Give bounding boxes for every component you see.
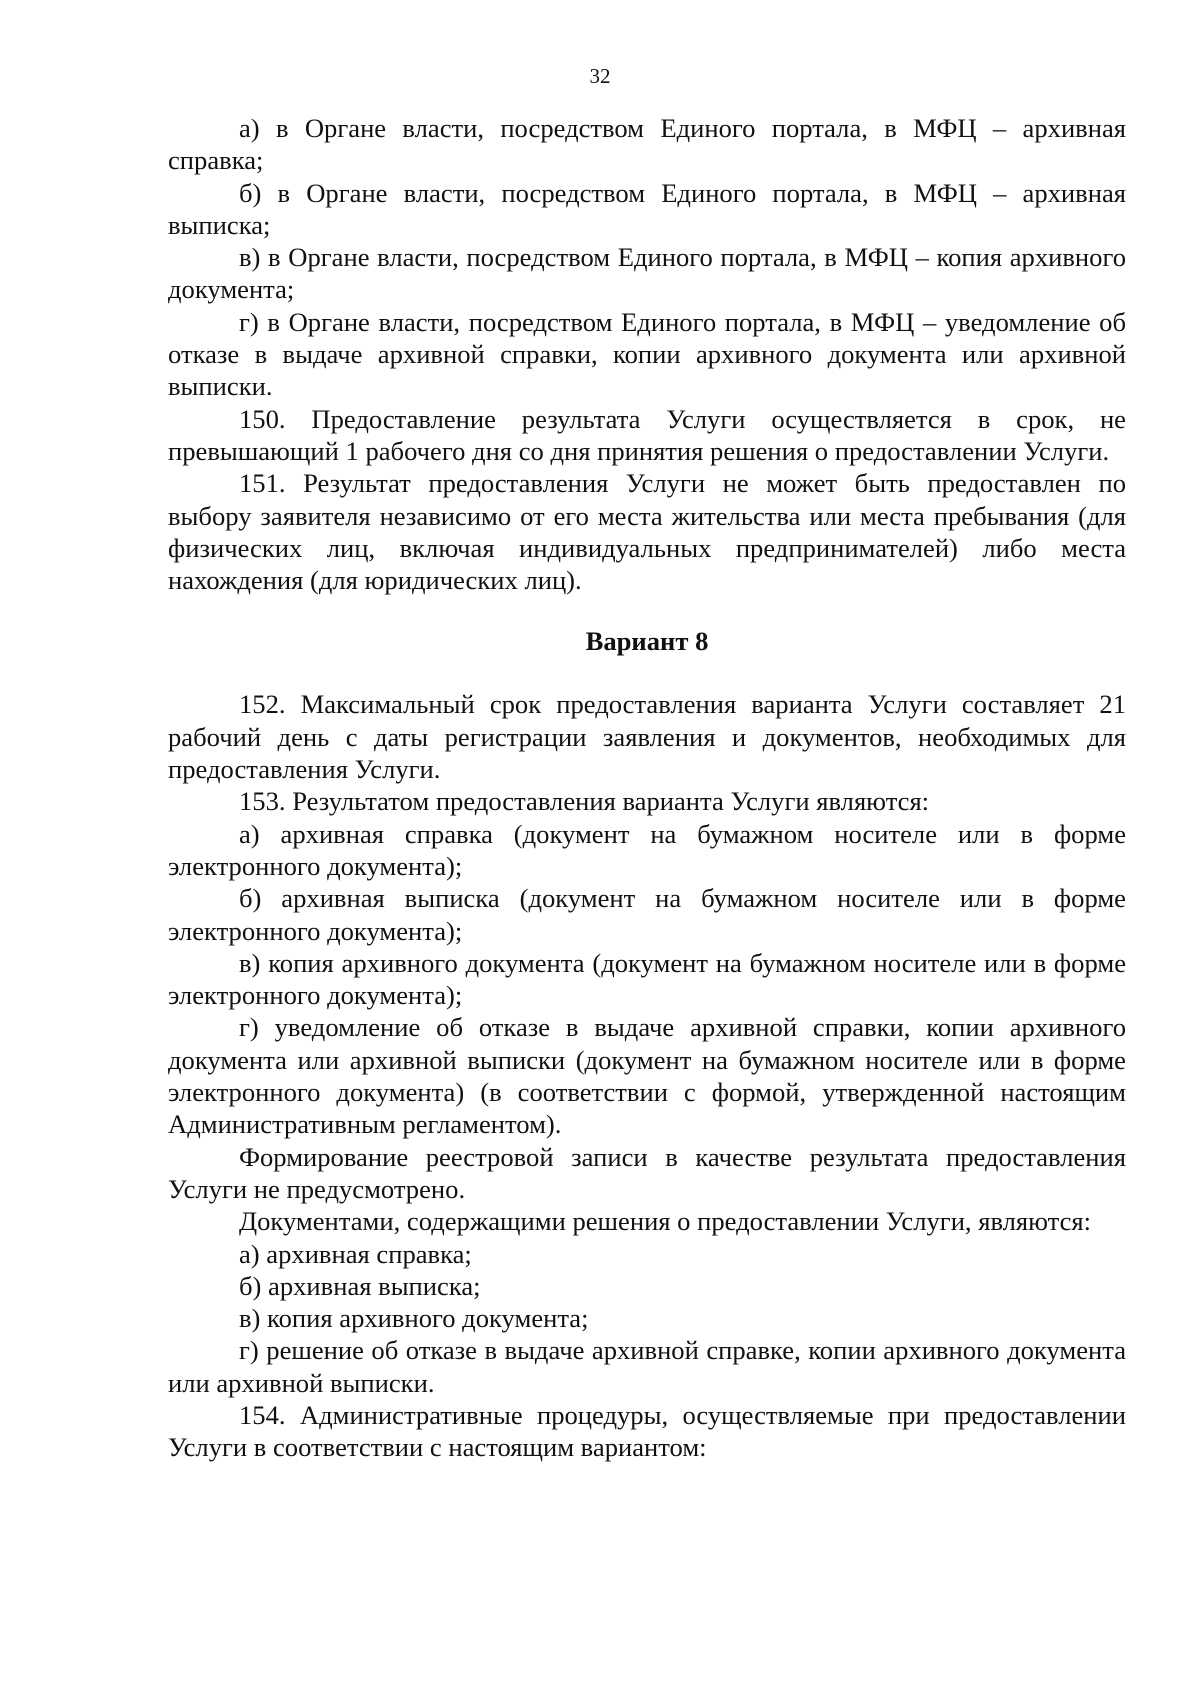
paragraph-150: 150. Предоставление результата Услуги осуществляется в срок, не превышающий 1 рабочего дня со дня принятия решения о предоставлении Услуги. <box>168 403 1126 466</box>
paragraph-decision-item-a: а) архивная справка; <box>239 1238 472 1269</box>
paragraph-item-a-certificate: а) в Органе власти, посредством Единого портала, в МФЦ – архивная справка; <box>168 113 1126 176</box>
paragraph-153: 153. Результатом предоставления варианта Услуги являются: <box>239 786 930 817</box>
paragraph-decision-item-b: б) архивная выписка; <box>239 1270 481 1301</box>
paragraph-item-d-refusal-notice: г) в Органе власти, посредством Единого портала, в МФЦ – уведомление об отказе в выдаче архивной справки, копии архивного документа или архивной выписки. <box>168 306 1126 402</box>
document-body <box>168 112 1126 1464</box>
paragraph-153-item-d: г) уведомление об отказе в выдаче архивной справки, копии архивного документа или архивной выписки (документ на бумажном носителе или в форме электронного документа) (в соответствии с формой, утвержденной настоящим Административным регламентом). <box>168 1012 1126 1140</box>
paragraph-item-c-copy: в) в Органе власти, посредством Единого портала, в МФЦ – копия архивного документа; <box>168 242 1126 305</box>
paragraph-decision-item-d: г) решение об отказе в выдаче архивной справке, копии архивного документа или архивной выписки. <box>168 1335 1126 1398</box>
paragraph-153-item-a: а) архивная справка (документ на бумажном носителе или в форме электронного документа); <box>168 818 1126 881</box>
page-number: 32 <box>589 64 611 88</box>
paragraph-registry-record: Формирование реестровой записи в качестве результата предоставления Услуги не предусмотрено. <box>168 1141 1126 1204</box>
paragraph-decision-documents: Документами, содержащими решения о предоставлении Услуги, являются: <box>239 1206 1092 1237</box>
section-heading-variant-8: Вариант 8 <box>585 626 709 657</box>
paragraph-item-b-extract: б) в Органе власти, посредством Единого портала, в МФЦ – архивная выписка; <box>168 177 1126 240</box>
paragraph-152: 152. Максимальный срок предоставления варианта Услуги составляет 21 рабочий день с даты регистрации заявления и документов, необходимых для предоставления Услуги. <box>168 689 1126 785</box>
paragraph-decision-item-c: в) копия архивного документа; <box>239 1303 589 1334</box>
paragraph-154: 154. Административные процедуры, осуществляемые при предоставлении Услуги в соответствии с настоящим вариантом: <box>168 1399 1126 1463</box>
paragraph-153-item-b: б) архивная выписка (документ на бумажном носителе или в форме электронного документа); <box>168 883 1126 946</box>
paragraph-153-item-c: в) копия архивного документа (документ на бумажном носителе или в форме электронного документа); <box>168 947 1126 1011</box>
paragraph-151: 151. Результат предоставления Услуги не может быть предоставлен по выбору заявителя независимо от его места жительства или места пребывания (для физических лиц, включая индивидуальных предпринимателей) либо места нахождения (для юридических лиц). <box>168 468 1126 596</box>
